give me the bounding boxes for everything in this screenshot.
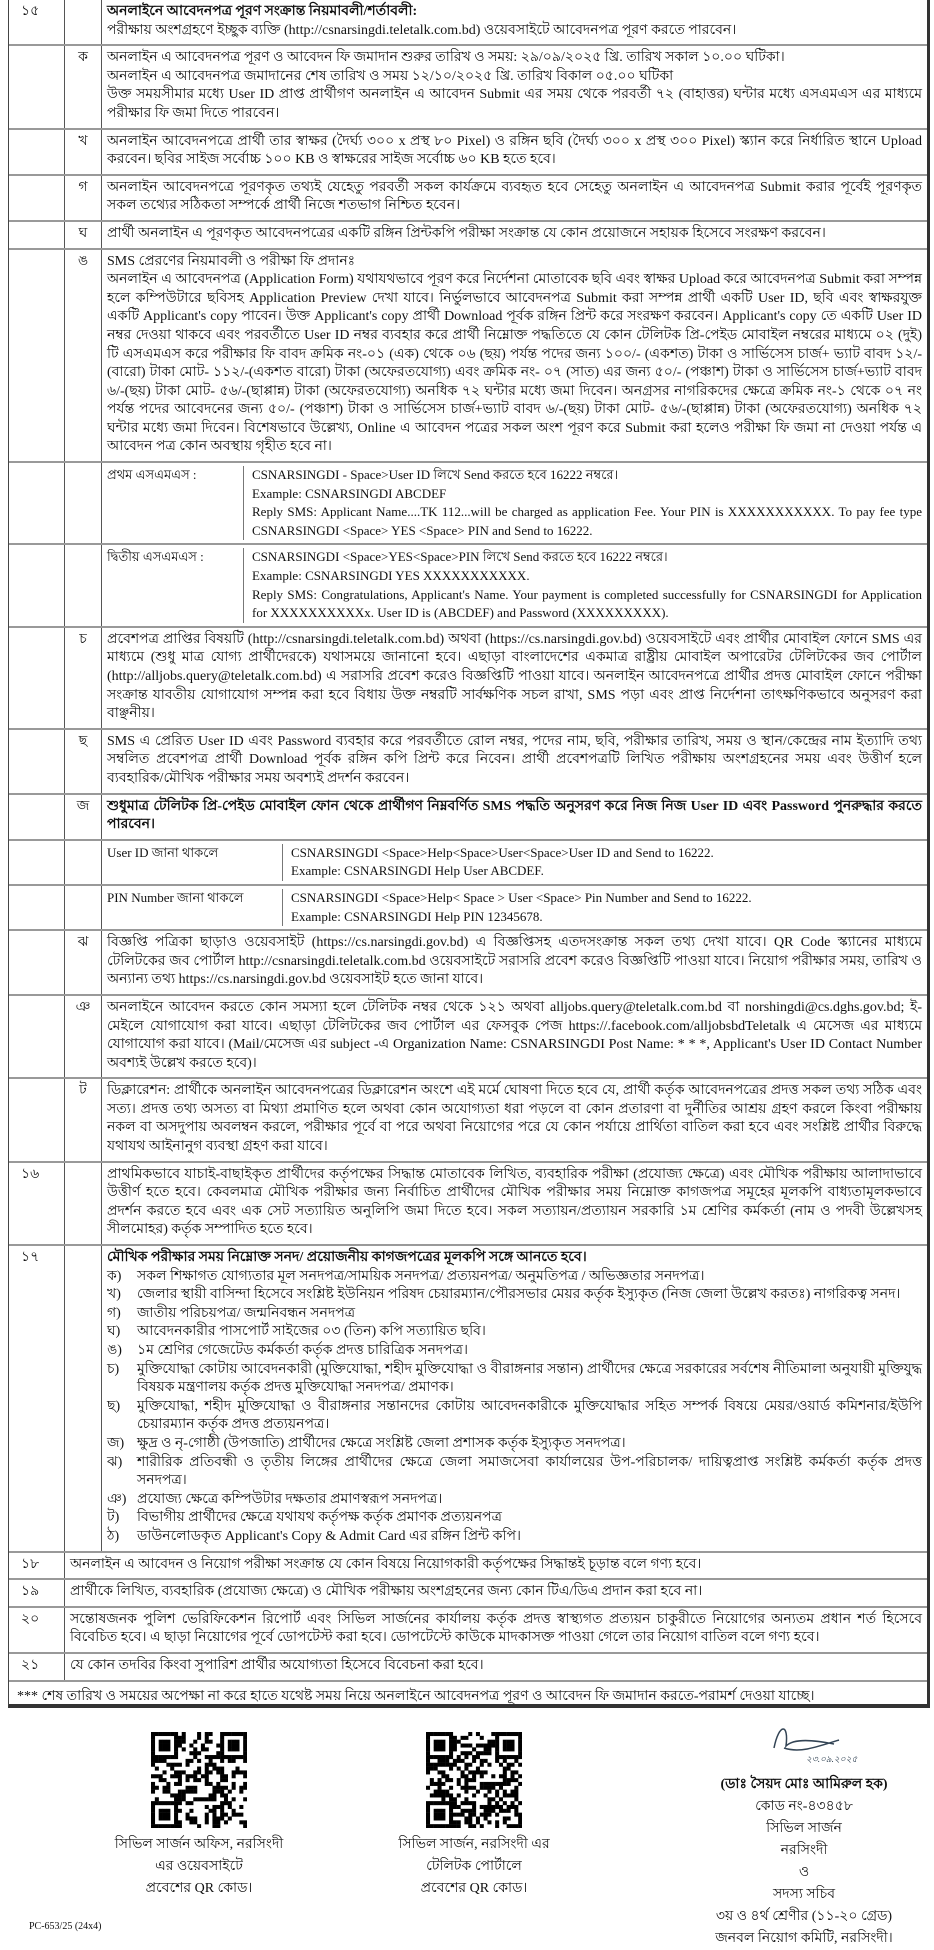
sub-serial	[65, 462, 102, 544]
list-text: ১ম শ্রেণির গেজেটেড কর্মকর্তা কর্তৃক প্রদত্ত চারিত্রিক সনদপত্র।	[137, 1343, 468, 1358]
signatory-detail: ও	[798, 1865, 810, 1881]
table-row	[9, 129, 927, 175]
list-item	[107, 1323, 922, 1342]
qr-caption-line: সিভিল সার্জন, নরসিংদী এর	[398, 1837, 550, 1853]
sub-serial: গ	[65, 175, 102, 221]
paragraph: প্রবেশপত্র প্রাপ্তির বিষয়টি (http://csnarsingdi.teletalk.com.bd) অথবা (https://cs.narsingdi.gov.bd) ওয়েবসাইটে এবং প্রার্থীর মোবাইল ফোনে SMS এর মাধ্যমে (শুধু মাত্র যোগ্য প্রার্থীদেরকে) যথাসময়ে জানানো হবে। এছাড়া বাংলাদেশের একমাত্র রাষ্ট্রীয় মোবাইল অপারেটর টেলিটকের জব পোর্টাল (http://alljobs.query@teletalk.com.bd) এ সরাসরি প্রবেশ করেও বিজ্ঞপ্তিটি পাওয়া যাবে। অনলাইন আবেদনপত্রে প্রার্থীর প্রদত্ত মোবাইল ফোনে পরীক্ষা সংক্রান্ত যাবতীয় যোগাযোগ সম্পন্ন করা হবে বিধায় উক্ত নম্বরটি সার্বক্ষণিক সচল রাখা, SMS পড়া এবং প্রাপ্ত নির্দেশনা তাৎক্ষণিকভাবে অনুসরণ করা বাঞ্ছনীয়।	[107, 631, 922, 722]
help-instructions	[283, 844, 923, 881]
list-text: মুক্তিযোদ্ধা, শহীদ মুক্তিযোদ্ধা ও বীরাঙ্গনার সন্তানদের কোটায় আবেদনকারীকে মুক্তিযোদ্ধার সহিত সম্পর্ক বিষয়ে মেয়র/ওয়ার্ড কমিশনার/ইউপি চেয়ারম্যান কর্তৃক প্রদত্ত প্রত্যয়নপত্র।	[137, 1398, 922, 1433]
sub-serial	[65, 0, 102, 45]
print-code: PC-653/25 (24x4)	[29, 1920, 102, 1932]
signatory-detail: জনবল নিয়োগ কমিটি, নরসিংদী।	[715, 1931, 893, 1947]
serial-number	[9, 794, 65, 840]
paragraph: প্রার্থী অনলাইন এ পূরণকৃত আবেদনপত্রের একটি রঙ্গিন প্রিন্টকপি পরীক্ষা সংক্রান্ত যে কোন প্রয়োজনে সহায়ক হিসেবে সংরক্ষণ করবেন।	[107, 225, 826, 241]
row-content	[102, 627, 928, 729]
qr-caption-line: টেলিটক পোর্টালে	[426, 1859, 522, 1875]
signatory-detail: সদস্য সচিব	[772, 1887, 835, 1903]
list-label: খ)	[107, 1287, 121, 1303]
table-row	[9, 544, 927, 626]
qr-caption-line: এর ওয়েবসাইটে	[155, 1859, 243, 1875]
instruction-line: CSNARSINGDI - Space>User ID লিখে Send করতে হবে 16222 নম্বরে।	[252, 467, 619, 483]
instruction-line: CSNARSINGDI <Space>YES<Space>PIN লিখে Send করতে হবে 16222 নম্বরে।	[252, 549, 668, 565]
list-item	[107, 1286, 922, 1305]
sub-serial: চ	[65, 627, 102, 729]
sub-serial: ঙ	[65, 249, 102, 463]
serial-number	[9, 249, 65, 463]
serial-number	[9, 45, 65, 128]
instruction-line: Reply SMS: Applicant Name....TK 112...will be charged as application Fee. Your PIN is XXXXXXXXXXX. To pay fee type CSNARSINGDI <Space> YES <Space> PIN and Send to 16222.	[252, 504, 922, 538]
serial-number	[9, 885, 65, 930]
list-label: চ)	[107, 1361, 120, 1377]
list-item	[107, 1361, 922, 1398]
sms-label: দ্বিতীয় এসএমএস :	[107, 548, 244, 622]
list-item	[107, 1509, 922, 1528]
serial-number	[9, 129, 65, 175]
paragraph: অনলাইন এ আবেদনপত্র (Application Form) যথাযথভাবে পূরণ করে নির্দেশনা মোতাবেক ছবি এবং স্বাক্ষর Upload করে আবেদনপত্র Submit করা সম্পন্ন হলে কম্পিউটারে ছবিসহ Application Preview দেখা যাবে। নির্ভুলভাবে আবেদনপত্র Submit করা সম্পন্ন প্রার্থী একটি User ID, ছবি এবং স্বাক্ষরযুক্ত একটি Applicant's copy পাবেন। উক্ত Applicant's copy প্রার্থী Download পূর্বক রঙ্গিন প্রিন্ট করে সংরক্ষণ করবেন। Applicant's copy তে একটি User ID নম্বর দেওয়া থাকবে এবং পরবর্তীতে User ID নম্বর ব্যবহার করে প্রার্থী নিম্নোক্ত পদ্ধতিতে যে কোন টেলিটক প্রি-পেইড মোবাইল নম্বরের মাধ্যমে ০২ (দুই) টি এসএমএস করে পরীক্ষার ফি বাবদ ক্রমিক নং-০১ (এক) থেকে ০৬ (ছয়) পর্যন্ত পদের জন্য ১০০/- (একশত) টাকা ও সার্ভিসেস চার্জ+ ভ্যাট বাবদ ১২/-(বারো) টাকা মোট- ১১২/-(একশত বারো) টাকা (অফেরতযোগ্য) এবং ক্রমিক নং- ০৭ (সাত) এর জন্য ৫০/- (পঞ্চাশ) টাকা ও সার্ভিসেস চার্জ+ভ্যাট বাবদ ৬/-(ছয়) টাকা মোট- ৫৬/-(ছাপ্পান্ন) টাকা (অফেরতযোগ্য) অনধিক ৭২ ঘন্টার মধ্যে জমা দিবেন। অনগ্রসর নাগরিকদের ক্ষেত্রে ক্রমিক নং-১ থেকে ০৭ নং পর্যন্ত পদের আবেদনের জন্য ৫০/- (পঞ্চাশ) টাকা ও সার্ভিসেস চার্জ+ভ্যাট বাবদ ৬/-(ছয়) টাকা মোট- ৫৬/-(ছাপ্পান্ন) টাকা (অফেরতযোগ্য) অনধিক ৭২ ঘন্টার মধ্যে জমা দিবেন। বিশেষভাবে উল্লেখ্য, Online এ আবেদন পত্রের সকল অংশ পূরণ করে Submit করা হলেও পরীক্ষা ফি জমা না দেওয়া পর্যন্ত এ আবেদন পত্র কোন অবস্থায় গৃহীত হবে না।	[107, 272, 922, 455]
qr-block-teletalk	[374, 1732, 574, 1900]
list-label: ছ)	[107, 1398, 121, 1414]
serial-number	[9, 462, 65, 544]
qr-code-icon[interactable]	[426, 1732, 522, 1828]
sub-serial: ঞ	[65, 995, 102, 1078]
footer	[9, 1712, 927, 1947]
serial-number	[9, 627, 65, 729]
row-content	[102, 45, 928, 128]
list-label: গ)	[107, 1305, 121, 1321]
list-text: বিভাগীয় প্রার্থীদের ক্ষেত্রে যথাযথ কর্তৃপক্ষ কর্তৃক প্রমাণক প্রত্যয়নপত্র	[137, 1510, 502, 1526]
row-content	[102, 221, 928, 249]
list-label: ঞ)	[107, 1491, 127, 1507]
list-label: ক)	[107, 1268, 122, 1284]
row-content: অনলাইন এ আবেদন ও নিয়োগ পরীক্ষা সংক্রান্ত যে কোন বিষয়ে নিয়োগকারী কর্তৃপক্ষের সিদ্ধান্তই চূড়ান্ত বলে গণ্য হবে।	[65, 1552, 928, 1580]
signature-icon	[744, 1718, 864, 1766]
help-instructions	[283, 889, 923, 926]
list-item	[107, 1528, 922, 1547]
serial-number: ১৬	[9, 1162, 65, 1245]
table-row	[9, 462, 927, 544]
help-label: User ID জানা থাকলে	[107, 844, 283, 881]
sub-serial	[65, 840, 102, 885]
paragraph: অনলাইন আবেদনপত্রে প্রার্থী তার স্বাক্ষর (দৈর্ঘ্য ৩০০ x প্রস্থ ৮০ Pixel) ও রঙ্গিন ছবি (দৈর্ঘ্য ৩০০ x প্রস্থ ৩০০ Pixel) স্ক্যান করে নির্ধারিত স্থানে Upload করবেন। ছবির সাইজ সর্বোচ্চ ১০০ KB ও স্বাক্ষরের সাইজ সর্বোচ্চ ৬০ KB হতে হবে।	[107, 133, 922, 168]
signatory-detail: নরসিংদী	[780, 1843, 828, 1859]
table-row	[9, 175, 927, 221]
list-text: মুক্তিযোদ্ধা কোটায় আবেদনকারী (মুক্তিযোদ্ধা, শহীদ মুক্তিযোদ্ধা ও বীরাঙ্গনার সন্তান) প্রার্থীদের ক্ষেত্রে সরকারের সর্বশেষ নীতিমালা অনুযায়ী মুক্তিযুদ্ধ বিষয়ক মন্ত্রণালয় কর্তৃক প্রদত্ত মুক্তিযোদ্ধা সনদপত্র/ প্রমাণক।	[137, 1361, 922, 1396]
row-content	[102, 729, 928, 794]
signature-date: ২৩.০৯.২০২৫	[806, 1754, 858, 1765]
sub-serial	[65, 1162, 102, 1245]
sms-table	[107, 466, 922, 540]
list-label: ট)	[107, 1510, 120, 1526]
list-item	[107, 1491, 922, 1510]
serial-number: ১৮	[9, 1552, 65, 1580]
sub-serial: ছ	[65, 729, 102, 794]
qr-caption-line: প্রবেশের QR কোড।	[420, 1881, 528, 1897]
sub-serial	[65, 1245, 102, 1552]
sub-serial: ক	[65, 45, 102, 128]
row-content	[102, 0, 928, 45]
row-content	[102, 1078, 928, 1161]
list-text: শারীরিক প্রতিবন্ধী ও তৃতীয় লিঙ্গের প্রার্থীদের ক্ষেত্রে জেলা সমাজসেবা কার্যালয়ের উপ-পরিচালক/ দায়িত্বপ্রাপ্ত সংশ্লিষ্ট কর্মকর্তা কর্তৃক প্রদত্ত সনদপত্র।	[137, 1454, 922, 1489]
table-row	[9, 840, 927, 885]
serial-number: ১৭	[9, 1245, 65, 1552]
instruction-line: Reply SMS: Congratulations, Applicant's Name. Your payment is completed successfully for CSNARSINGDI for Application for XXXXXXXXXXx. User ID is (ABCDEF) and Password (XXXXXXXXX).	[252, 586, 922, 621]
paragraph: অনলাইন আবেদনপত্রে পূরণকৃত তথ্যই যেহেতু পরবর্তী সকল কার্যক্রমে ব্যবহৃত হবে সেহেতু অনলাইন এ আবেদনপত্র Submit করার পূর্বেই পূরণকৃত সকল তথ্যের সঠিকতা সম্পর্কে প্রার্থী নিজে শতভাগ নিশ্চিত হবেন।	[107, 179, 922, 214]
row-content	[102, 175, 928, 221]
sms-label: প্রথম এসএমএস :	[107, 466, 244, 540]
list-text: ক্ষুদ্র ও নৃ-গোষ্ঠী (উপজাতি) প্রার্থীদের ক্ষেত্রে সংশ্লিষ্ট জেলা প্রশাসক কর্তৃক ইস্যুকৃত সনদপত্র।	[137, 1435, 626, 1451]
row-content	[102, 1245, 928, 1552]
row-content: সন্তোষজনক পুলিশ ভেরিফিকেশন রিপোর্ট এবং সিভিল সার্জনের কার্যালয় কর্তৃক প্রদত্ত স্বাস্থ্যগত প্রত্যয়ন চাকুরীতে নিয়োগের অন্যতম প্রধান শর্ত হিসেবে বিবেচিত হবে। এ ছাড়া নিয়োগের পূর্বে ডোপটেস্ট করা হবে। ডোপটেস্টে কাউকে মাদকাসক্ত পাওয়া গেলে তার নিয়োগ বাতিল বলে গণ্য হবে।	[65, 1607, 928, 1653]
sub-serial: ঝ	[65, 930, 102, 995]
paragraph: অনলাইনে আবেদন করতে কোন সমস্যা হলে টেলিটক নম্বর থেকে ১২১ অথবা alljobs.query@teletalk.com.bd বা norshingdi@cs.dghs.gov.bd; ই-মেইলে যোগাযোগ করা যাবে। এছাড়া টেলিটকের জব পোর্টাল এর ফেসবুক পেজ https://.facebook.com/alljobsbdTeletalk এ মেসেজ এর মাধ্যমে যোগাযোগ করা যাবে। (Mail/মেসেজ এর subject -এ Organization Name: CSNARSINGDI Post Name: * * *, Applicant's User ID Contact Number অবশ্যই উল্লেখ করতে হবে)।	[107, 999, 922, 1071]
table-row	[9, 930, 927, 995]
table-row	[9, 1579, 927, 1607]
serial-number	[9, 729, 65, 794]
serial-number: ১৫	[9, 0, 65, 45]
table-row	[9, 1245, 927, 1552]
sms-instructions	[244, 548, 923, 622]
serial-number	[9, 544, 65, 626]
table-row	[9, 885, 927, 930]
qr-caption-line: প্রবেশের QR কোড।	[145, 1881, 253, 1897]
table-row	[9, 249, 927, 463]
table-row	[9, 1653, 927, 1681]
serial-number	[9, 1078, 65, 1161]
row-title: মৌখিক পরীক্ষার সময় নিম্নোক্ত সনদ/ প্রয়োজনীয় কাগজপত্রের মূলকপি সঙ্গে আনতে হবে।	[107, 1250, 587, 1266]
table-row	[9, 45, 927, 128]
row-title: অনলাইনে আবেদনপত্র পূরণ সংক্রান্ত নিয়মাবলী/শর্তাবলী:	[107, 4, 418, 19]
row-content	[102, 1162, 928, 1245]
sub-serial: জ	[65, 794, 102, 840]
list-label: ঙ)	[107, 1343, 122, 1358]
row-content	[102, 885, 928, 930]
instruction-line: Example: CSNARSINGDI Help PIN 12345678.	[291, 908, 543, 924]
qr-block-website	[99, 1732, 299, 1900]
list-text: সকল শিক্ষাগত যোগ্যতার মূল সনদপত্র/সাময়িক সনদপত্র/ প্রত্যয়নপত্র/ অনুমতিপত্র / অভিজ্ঞতার সনদপত্র।	[137, 1268, 705, 1284]
list-label: ঘ)	[107, 1324, 121, 1340]
instruction-line: CSNARSINGDI <Space>Help< Space > User <Space> Pin Number and Send to 16222.	[291, 889, 752, 905]
instruction-line: Example: CSNARSINGDI ABCDEF	[252, 485, 447, 501]
paragraph: উক্ত সময়সীমার মধ্যে User ID প্রাপ্ত প্রার্থীগণ অনলাইন এ আবেদন Submit এর সময় থেকে পরবর্তী ৭২ (বাহাত্তর) ঘন্টার মধ্যে এসএমএস এর মাধ্যমে পরীক্ষার ফি জমা দিতে পারবেন।	[107, 87, 922, 121]
row-title: শুধুমাত্র টেলিটক প্রি-পেইড মোবাইল ফোন থেকে প্রার্থীগণ নিম্নবর্ণিত SMS পদ্ধতি অনুসরণ করে নিজ নিজ User ID এবং Password পুনরুদ্ধার করতে পারবেন।	[107, 798, 922, 833]
row-content	[102, 544, 928, 626]
signatory-detail: কোড নং-৪৩৪৫৮	[755, 1799, 853, 1815]
paragraph: পরীক্ষায় অংশগ্রহণে ইচ্ছুক ব্যক্তি (http://csnarsingdi.teletalk.com.bd) ওয়েবসাইটে আবেদনপত্র পূরণ করতে পারবেন।	[107, 22, 737, 38]
sms-table	[107, 548, 922, 622]
instruction-line: CSNARSINGDI <Space>Help<Space>User<Space>User ID and Send to 16222.	[291, 844, 714, 860]
instruction-line: Example: CSNARSINGDI Help User ABCDEF.	[291, 863, 544, 879]
list-text: আবেদনকারীর পাসপোর্ট সাইজের ০৩ (তিন) কপি সত্যায়িত ছবি।	[137, 1324, 486, 1340]
sub-serial: ঘ	[65, 221, 102, 249]
row-content	[102, 129, 928, 175]
list-text: ডাউনলোডকৃত Applicant's Copy & Admit Card এর রঙ্গিন প্রিন্ট কপি।	[137, 1528, 521, 1544]
serial-number: ২০	[9, 1607, 65, 1653]
list-text: জাতীয় পরিচয়পত্র/ জন্মনিবন্ধন সনদপত্র	[137, 1305, 355, 1321]
list-item	[107, 1305, 922, 1324]
table-row	[9, 627, 927, 729]
sub-serial: খ	[65, 129, 102, 175]
table-row	[9, 995, 927, 1078]
list-item	[107, 1268, 922, 1287]
list-label: ঝ)	[107, 1454, 123, 1470]
paragraph: SMS এ প্রেরিত User ID এবং Password ব্যবহার করে পরবর্তীতে রোল নম্বর, পদের নাম, ছবি, পরীক্ষার তারিখ, সময় ও স্থান/কেন্দ্রের নাম ইত্যাদি তথ্য সম্বলিত প্রবেশপত্র প্রার্থী Download পূর্বক রঙ্গিন কপি প্রিন্ট করে নিবেন। প্রার্থী প্রবেশপত্রটি লিখিত পরীক্ষায় অংশগ্রহনের সময় এবং উত্তীর্ণ হলে ব্যবহারিক/মৌখিক পরীক্ষার সময় অবশ্যই প্রদর্শন করবেন।	[107, 733, 922, 786]
rules-table	[9, 0, 927, 1682]
job-circular-page	[8, 0, 930, 1947]
serial-number	[9, 221, 65, 249]
paragraph: অনলাইন এ আবেদনপত্র পূরণ ও আবেদন ফি জমাদান শুরুর তারিখ ও সময়: ২৯/০৯/২০২৫ খ্রি. তারিখ সকাল ১০.০০ ঘটিকা।	[107, 50, 785, 66]
table-row	[9, 794, 927, 840]
help-table	[107, 844, 922, 881]
table-row	[9, 0, 927, 45]
serial-number: ১৯	[9, 1579, 65, 1607]
sms-instructions	[244, 466, 923, 540]
paragraph: ডিক্লারেশন: প্রার্থীকে অনলাইন আবেদনপত্রের ডিক্লারেশন অংশে এই মর্মে ঘোষণা দিতে হবে যে, প্রার্থী কর্তৃক আবেদনপত্রের প্রদত্ত সকল তথ্য সঠিক এবং সত্য। প্রদত্ত তথ্য অসত্য বা মিথ্যা প্রমাণিত হলে অথবা কোন অযোগ্যতা ধরা পড়লে বা কোন প্রতারণা বা দুর্নীতির আশ্রয় গ্রহণ করলে কিংবা পরীক্ষায় নকল বা অসদুপায় অবলম্বন করলে, পরীক্ষার পূর্বে বা পরে অথবা নিয়োগের পরে যে কোন পর্যায়ে প্রার্থিতা বাতিল করা হবে এবং সংশ্লিষ্ট প্রার্থীর বিরুদ্ধে যথাযথ আইনানুগ ব্যবস্থা গ্রহণ করা যাবে।	[107, 1083, 922, 1155]
help-table	[107, 889, 922, 926]
list-item	[107, 1435, 922, 1454]
row-content	[102, 249, 928, 463]
paragraph: বিজ্ঞপ্তি পত্রিকা ছাড়াও ওয়েবসাইট (https://cs.narsingdi.gov.bd) এ বিজ্ঞপ্তিসহ এতদসংক্রান্ত সকল তথ্য দেখা যাবে। QR Code স্ক্যানের মাধ্যমে টেলিটকের জব পোর্টাল http://csnarsingdi.teletalk.com.bd ওয়েবসাইটে সরাসরি প্রবেশ করেও বিজ্ঞপ্তিটি পাওয়া যাবে। নিয়োগ পরীক্ষার সময়, তারিখ ও অন্যান্য তথ্য https://cs.narsingdi.gov.bd ওয়েবসাইট হতে জানা যাবে।	[107, 935, 922, 988]
row-content	[102, 794, 928, 840]
list-label: ঠ)	[107, 1528, 120, 1544]
table-row	[9, 1552, 927, 1580]
advice-note: *** শেষ তারিখ ও সময়ের অপেক্ষা না করে হাতে যথেষ্ট সময় নিয়ে অনলাইনে আবেদনপত্র পূরণ ও আবেদন ফি জমাদান করতে-পরামর্শ দেওয়া যাচ্ছে।	[17, 1688, 815, 1704]
list-label: জ)	[107, 1435, 125, 1451]
sub-serial: ট	[65, 1078, 102, 1161]
serial-number	[9, 930, 65, 995]
serial-number: ২১	[9, 1653, 65, 1681]
list-item	[107, 1398, 922, 1435]
paragraph: প্রাথমিকভাবে যাচাই-বাছাইকৃত প্রার্থীদের কর্তৃপক্ষের সিদ্ধান্ত মোতাবেক লিখিত, ব্যবহারিক পরীক্ষা (প্রযোজ্য ক্ষেত্রে) এবং মৌখিক পরীক্ষায় আলাদাভাবে উত্তীর্ণ হতে হবে। কেবলমাত্র মৌখিক পরীক্ষার জন্য নির্বাচিত প্রার্থীদের মৌখিক পরীক্ষার সময় নিম্নোক্ত কাগজপত্র সমূহের মূলকপি বাধ্যতামূলকভাবে প্রদর্শন করতে হবে এবং এক সেট সত্যায়িত অনুলিপি জমা দিতে হবে। সকল সত্যায়ন/প্রত্যায়ন সরকারি ১ম শ্রেণির কর্মকর্তা (নাম ও পদবী উল্লেখসহ সীলমোহর) কর্তৃক সম্পাদিত হতে হবে।	[107, 1166, 922, 1238]
serial-number	[9, 175, 65, 221]
instruction-line: Example: CSNARSINGDI YES XXXXXXXXXXX.	[252, 568, 530, 584]
row-content: প্রার্থীকে লিখিত, ব্যবহারিক (প্রযোজ্য ক্ষেত্রে) ও মৌখিক পরীক্ষায় অংশগ্রহনের জন্য কোন টিএ/ডিএ প্রদান করা হবে না।	[65, 1579, 928, 1607]
row-content	[102, 840, 928, 885]
table-row	[9, 221, 927, 249]
signatory-name: (ডাঃ সৈয়দ মোঃ আমিরুল হক)	[720, 1777, 888, 1793]
list-item	[107, 1454, 922, 1491]
signature-block	[699, 1718, 909, 1950]
table-row	[9, 1078, 927, 1161]
row-content: যে কোন তদবির কিংবা সুপারিশ প্রার্থীর অযোগ্যতা হিসেবে বিবেচনা করা হবে।	[65, 1653, 928, 1681]
list-text: জেলার স্থায়ী বাসিন্দা হিসেবে সংশ্লিষ্ট ইউনিয়ন পরিষদ চেয়ারম্যান/পৌরসভার মেয়র কর্তৃক ইস্যুকৃত (নিজ জেলা উল্লেখ করতঃ) নাগরিকত্ব সনদ।	[137, 1287, 901, 1303]
table-row	[9, 1607, 927, 1653]
qr-code-icon[interactable]	[151, 1732, 247, 1828]
serial-number	[9, 995, 65, 1078]
serial-number	[9, 840, 65, 885]
list-item	[107, 1342, 922, 1361]
paragraph: SMS প্রেরণের নিয়মাবলী ও পরীক্ষা ফি প্রদানঃ	[107, 253, 356, 269]
signatory-detail: ৩য় ও ৪র্থ শ্রেণীর (১১-২০ গ্রেড)	[715, 1909, 893, 1925]
signatory-detail: সিভিল সার্জন	[766, 1821, 842, 1837]
row-content	[102, 462, 928, 544]
sub-serial	[65, 885, 102, 930]
help-label: PIN Number জানা থাকলে	[107, 889, 283, 926]
list-text: প্রযোজ্য ক্ষেত্রে কম্পিউটার দক্ষতার প্রমাণস্বরূপ সনদপত্র।	[137, 1491, 443, 1507]
sub-serial	[65, 544, 102, 626]
table-row	[9, 1162, 927, 1245]
row-content	[102, 930, 928, 995]
paragraph: অনলাইন এ আবেদনপত্র জমাদানের শেষ তারিখ ও সময় ১২/১০/২০২৫ খ্রি. তারিখ বিকাল ০৫.০০ ঘটিকা	[107, 68, 674, 84]
row-content	[102, 995, 928, 1078]
qr-caption-line: সিভিল সার্জন অফিস, নরসিংদী	[114, 1837, 284, 1853]
table-row	[9, 729, 927, 794]
